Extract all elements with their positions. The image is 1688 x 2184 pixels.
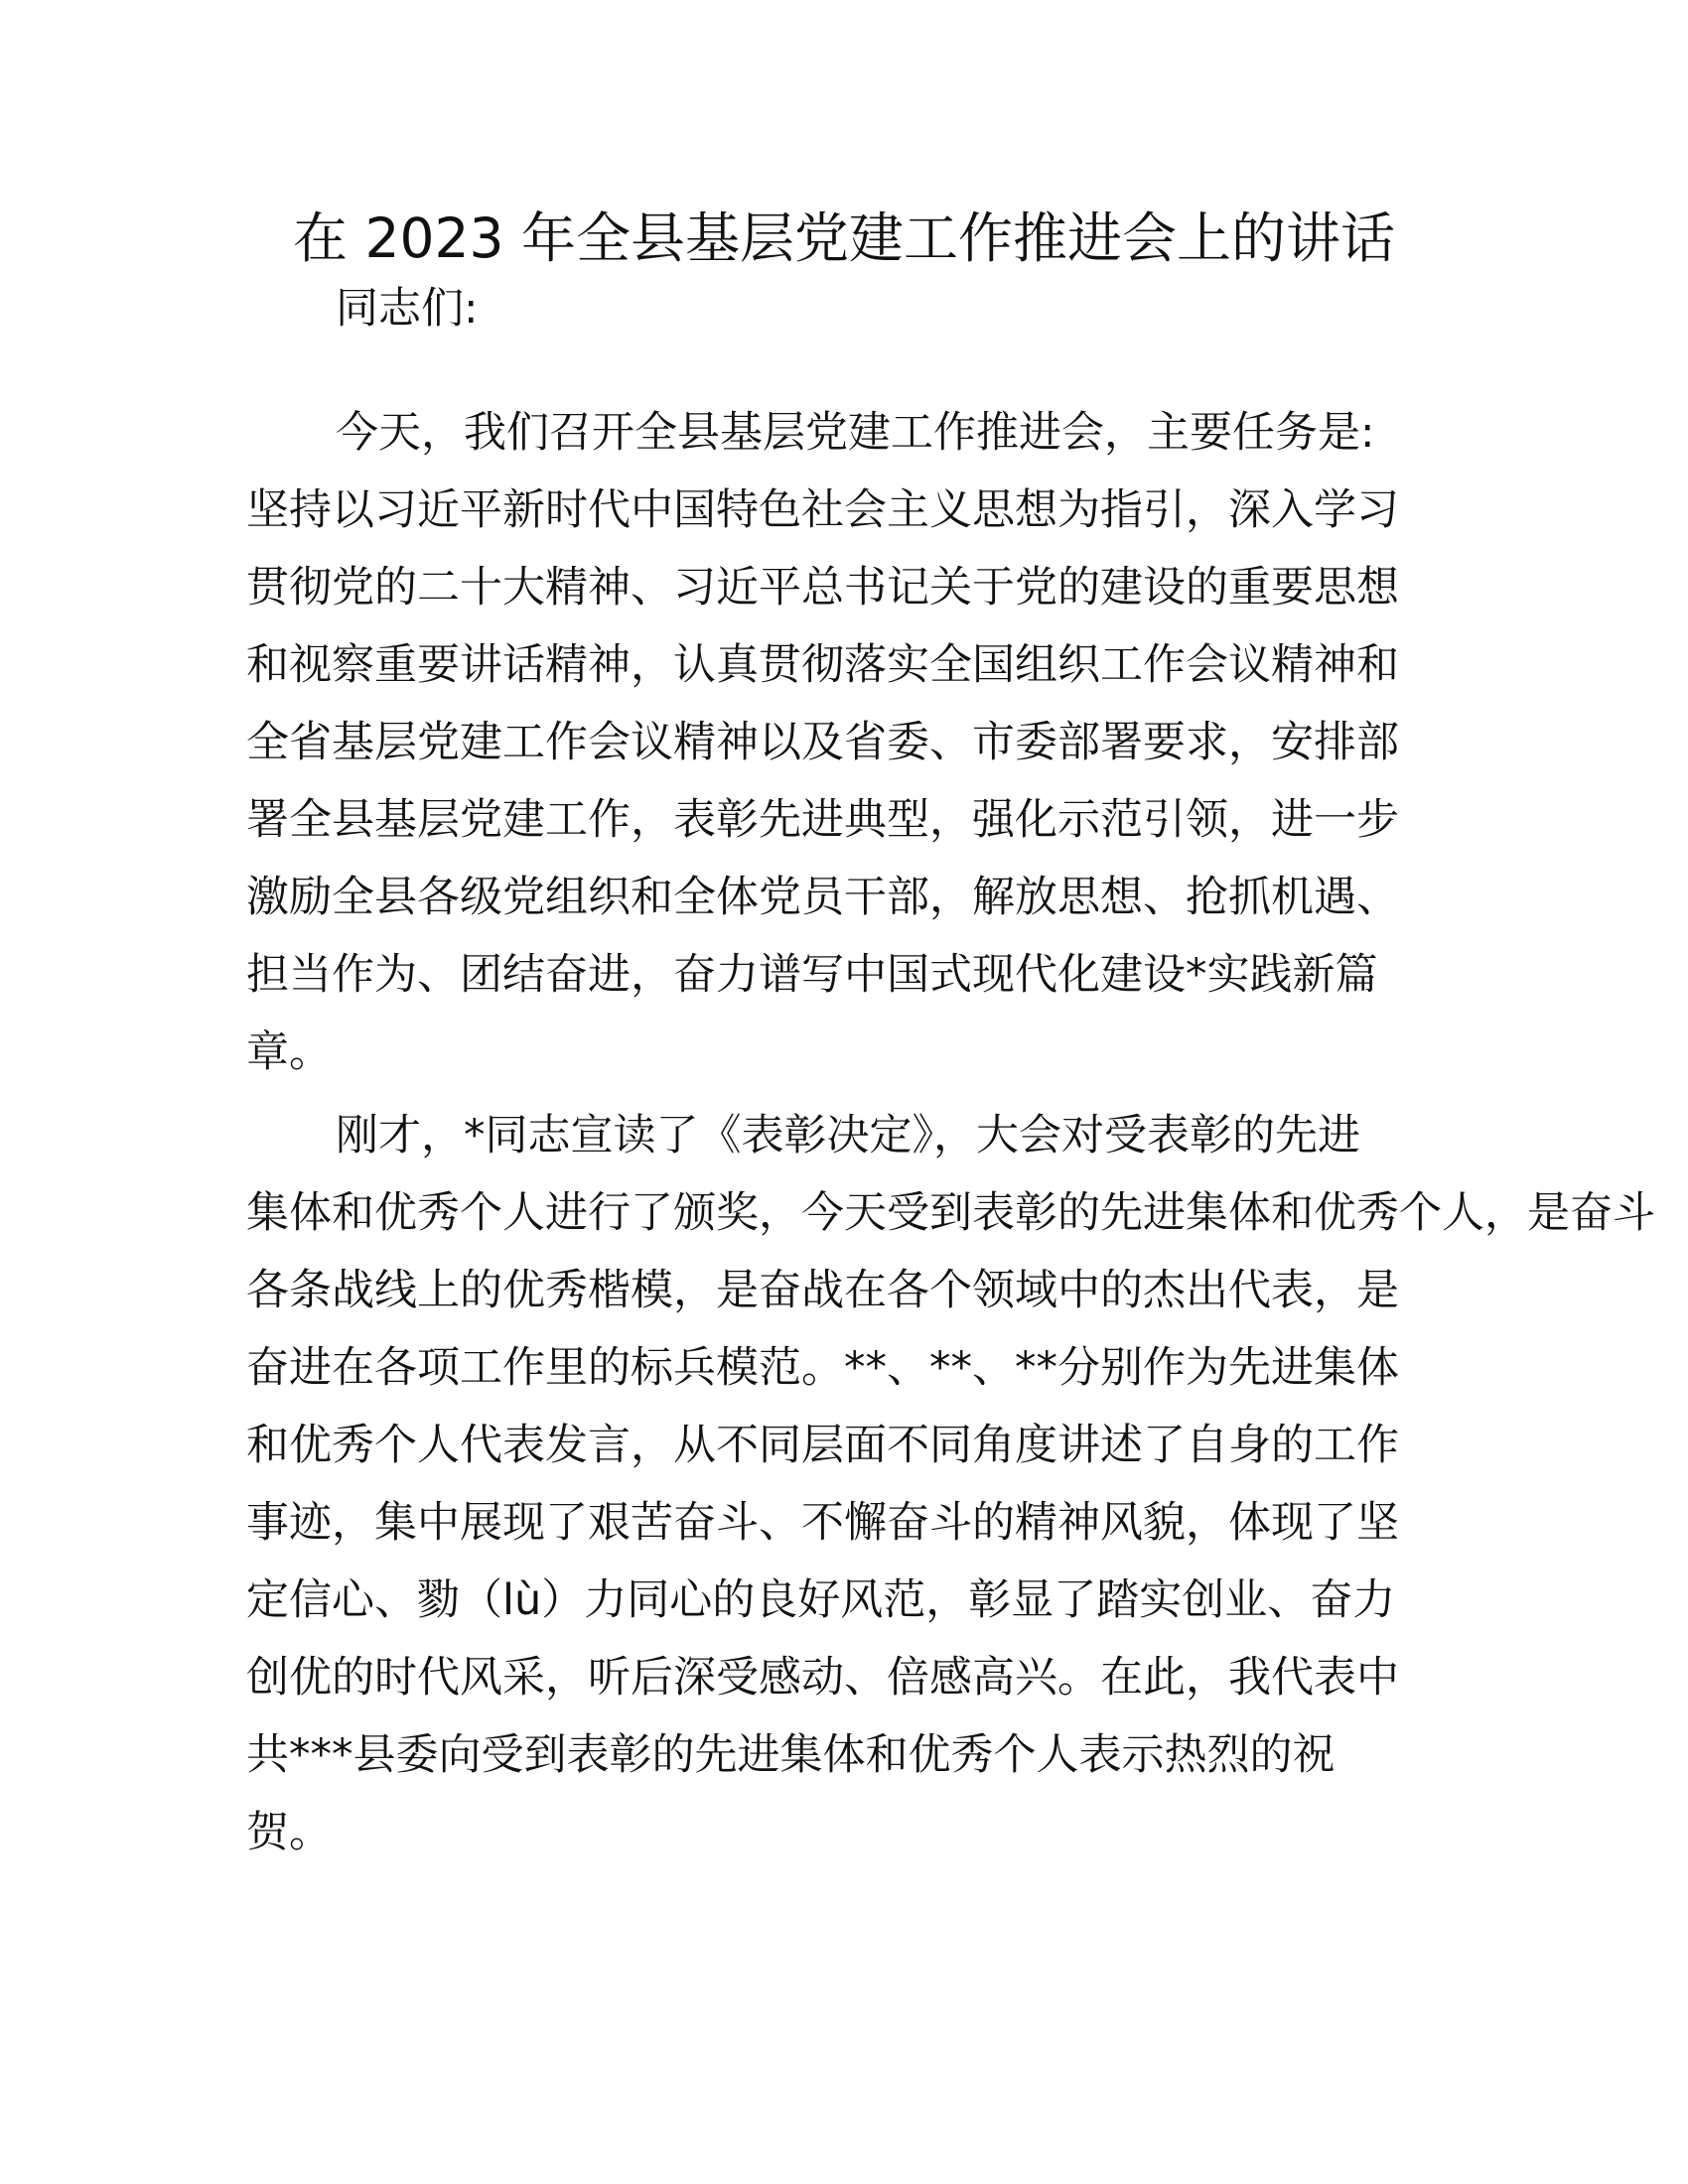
paragraph-2 [246,1097,1655,1871]
paragraph-1 [246,394,1438,1091]
paragraph-line: 坚持以习近平新时代中国特色社会主义思想为指引，深入学习 [246,485,1399,535]
paragraph-line: 今天，我们召开全县基层党建工作推进会，主要任务是: [336,408,1375,458]
paragraph-line: 奋进在各项工作里的标兵模范。**、**、**分别作为先进集体 [246,1343,1399,1393]
paragraph-line: 共***县委向受到表彰的先进集体和优秀个人表示热烈的祝 [246,1730,1336,1780]
paragraph-line: 激励全县各级党组织和全体党员干部，解放思想、抢抓机遇、 [246,873,1399,922]
paragraph-line: 各条战线上的优秀楷模，是奋战在各个领域中的杰出代表，是 [246,1266,1399,1315]
paragraph-line: 贯彻党的二十大精神、习近平总书记关于党的建设的重要思想 [246,563,1399,613]
paragraph-line: 集体和优秀个人进行了颁奖，今天受到表彰的先进集体和优秀个人，是奋斗 [246,1188,1655,1238]
paragraph-line: 和视察重要讲话精神，认真贯彻落实全国组织工作会议精神和 [246,640,1399,690]
paragraph-line: 创优的时代风采，听后深受感动、倍感高兴。在此，我代表中 [246,1653,1399,1703]
paragraph-line: 定信心、勠（lù）力同心的良好风范，彰显了踏实创业、奋力 [246,1575,1396,1625]
paragraph-line: 章。 [246,1027,332,1077]
paragraph-line: 刚才，*同志宣读了《表彰决定》，大会对受表彰的先进 [336,1111,1360,1160]
paragraph-line: 事迹，集中展现了艰苦奋斗、不懈奋斗的精神风貌，体现了坚 [246,1498,1399,1548]
paragraph-line: 和优秀个人代表发言，从不同层面不同角度讲述了自身的工作 [246,1421,1399,1470]
document-title: 在 2023 年全县基层党建工作推进会上的讲话 [293,206,1395,270]
paragraph-line: 贺。 [246,1808,332,1857]
salutation-block [246,270,1438,347]
paragraph-line: 担当作为、团结奋进，奋力谱写中国式现代化建设*实践新篇 [246,950,1378,1000]
paragraph-line: 全省基层党建工作会议精神以及省委、市委部署要求，安排部 [246,718,1399,767]
salutation: 同志们: [336,284,479,334]
paragraph-line: 署全县基层党建工作，表彰先进典型，强化示范引领，进一步 [246,795,1399,845]
